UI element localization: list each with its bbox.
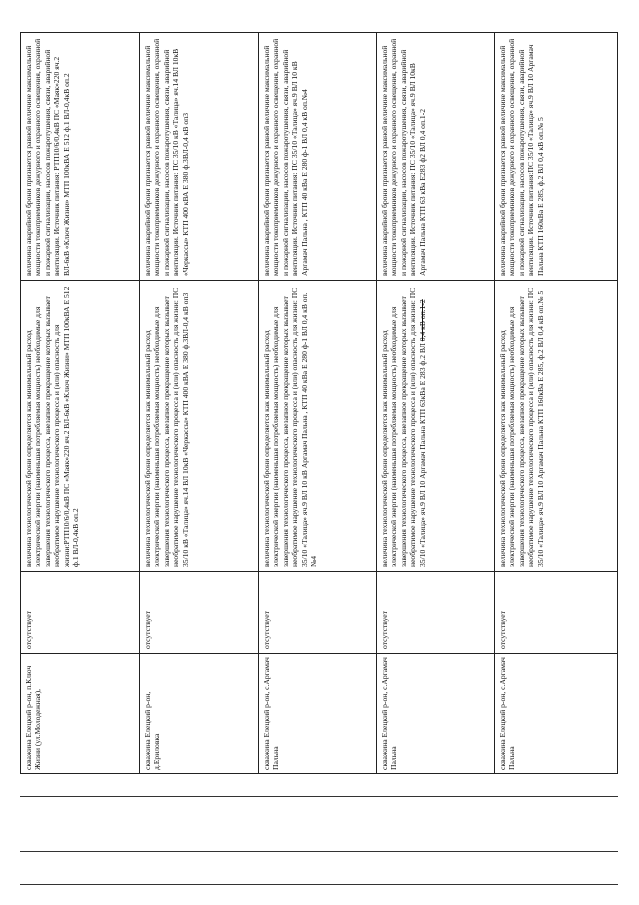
emergency-armor-text <box>24 284 80 567</box>
column-divider <box>20 280 618 281</box>
blank-rule-line <box>20 884 618 885</box>
column-divider <box>20 571 618 572</box>
object-text: скважина Елецкий р-он, с.Аргамач Пальна <box>262 657 281 770</box>
tech-armor-text: отсутствует <box>262 611 271 649</box>
emergency-armor-main: величина технологической брони определяется как минимальный расход электрической энергии (наименьшая потребляемая мощность) необходимые для завершения технологического процесса, внезапное прекращение которых вызывает необратимое нарушение технологического процесса и (или) опасность для жизни: ПС 35/10 «Талица» яч.9 ВЛ 10 Аргамач Пальна КТП 63кВа Е 283 ф.2 ВЛ <box>380 287 427 567</box>
column-divider <box>20 653 618 654</box>
row-1-emergency-armor-cell <box>141 282 256 569</box>
row-4-object-cell <box>496 655 616 772</box>
object-text: скважина Елецкий р-он, п.Ключ Жизни (ул.Молодежная), <box>24 665 43 770</box>
row-divider <box>139 32 140 774</box>
row-divider <box>258 32 259 774</box>
row-1-object-cell <box>141 655 256 772</box>
row-0-armor-total-cell <box>22 34 137 278</box>
row-0-object-cell <box>22 655 137 772</box>
row-4-armor-total-cell <box>496 34 616 278</box>
row-3-emergency-armor-cell <box>378 282 492 569</box>
tech-armor-text: отсутствует <box>380 611 389 649</box>
row-3-armor-total-cell <box>378 34 492 278</box>
row-0-tech-armor-cell <box>22 573 137 651</box>
object-text: скважина Елецкий р-он, с.Аргамач Пальна <box>498 657 517 770</box>
blank-rule-line <box>20 796 618 797</box>
row-2-armor-total-cell <box>260 34 374 278</box>
row-2-object-cell <box>260 655 374 772</box>
row-4-tech-armor-cell <box>496 573 616 651</box>
tech-armor-text: отсутствует <box>498 611 507 649</box>
armor-total-text: величина аварийной брони признается равной величине максимальной мощности токоприемников дежурного и охранного освещения, охранной и пожарной сигнализации, насосов пожаротушения, связи, аварийной вентиляции. Источник питания: ПС 35/10 «Талица» яч.9 ВЛ 10кВ Аргамач Пальна КТП 63 кВа Е283 ф2 ВЛ 0,4 оп.1-2 <box>380 38 427 276</box>
row-divider <box>376 32 377 774</box>
armor-total-text: величина аварийной брони признается равной величине максимальной мощности токоприемников дежурного и охранного освещения, охранной и пожарной сигнализации, насосов пожаротушения, связи, аварийной вентиляции. Источник питания: ПС 35/10 «Талица» яч.9 ВЛ 10 кВ Аргамач Пальна , КТП 40 кВа Е 280 ф-1 ВЛ 0,4 кВ оп.№4 <box>262 38 309 276</box>
row-4-emergency-armor-cell <box>496 282 616 569</box>
emergency-armor-strikethrough: 0,4 кВ оп.1-2 <box>417 299 427 342</box>
row-3-object-cell <box>378 655 492 772</box>
blank-rule-line <box>20 851 618 852</box>
row-2-emergency-armor-cell <box>260 282 374 569</box>
armor-total-text: величина аварийной брони признается равной величине максимальной мощности токоприемников дежурного и охранного освещения, охранной и пожарной сигнализации, насосов пожаротушения, связи, аварийной вентиляции. Источник питания:ПС 35/10 «Талица» яч.9 ВЛ 10 Аргамач Пальна КТП 160кВа Е 285, ф.2 ВЛ 0,4 кВ оп.№ 5 <box>498 38 545 276</box>
tech-armor-text: отсутствует <box>143 611 152 649</box>
row-1-tech-armor-cell <box>141 573 256 651</box>
armor-total-text: величина аварийной брони признается равной величине максимальной мощности токоприемников дежурного и охранного освещения, охранной и пожарной сигнализации, насосов пожаротушения, связи, аварийной вентиляции. Источник питания: РТП10/6/0,4кВ ПС «Маяк»220 яч.2 ВЛ-6кВ «Ключ Жизни» МТП 100кВА Е 512 ф.1 ВЛ-0,4кВ оп.2 <box>24 38 71 276</box>
row-1-armor-total-cell <box>141 34 256 278</box>
emergency-armor-text: величина технологической брони определяется как минимальный расход электрической энергии (наименьшая потребляемая мощность) необходимые для завершения технологического процесса, внезапное прекращение которых вызывает необратимое нарушение технологического процесса и (или) опасность для жизни: ПС 35/10 «Талица» яч.9 ВЛ 10 Аргамач Пальна КТП 160кВа Е 285, ф.2 ВЛ 0,4 кВ оп.№ 5 <box>498 287 545 567</box>
object-text: скважина Елецкий р-он, с.Аргамач Пальна <box>380 657 399 770</box>
row-2-tech-armor-cell <box>260 573 374 651</box>
emergency-armor-text: величина технологической брони определяется как минимальный расход электрической энергии (наименьшая потребляемая мощность) необходимые для завершения технологического процесса, внезапное прекращение которых вызывает необратимое нарушение технологического процесса и (или) опасность для жизни: ПС 35/10 «Талица» яч.9 ВЛ 10 кВ Аргамач Пальна , КТП 40 кВа Е 280 ф-1 ВЛ 0,4 кВ оп.№4 <box>262 287 319 567</box>
tech-armor-text: отсутствует <box>24 611 33 649</box>
row-3-tech-armor-cell <box>378 573 492 651</box>
armor-total-text: величина аварийной брони признается равной величине максимальной мощности токоприемников дежурного и охранного освещения, охранной и пожарной сигнализации, насосов пожаротушения, связи, аварийной вентиляции. Источник питания: ПС 35/10 кВ «Талица» яч.14 ВЛ 10кВ «Черкассы» КТП 400 кВА Е 380 ф.3ВЛ-0,4 кВ оп3 <box>143 38 190 276</box>
emergency-armor-main: величина технологической брони определяется как минимальный расход электрической энергии (наименьшая потребляемая мощность) необходимые для завершения технологического процесса, внезапное прекращение которых вызывает необратимое нарушение технологического процесса и (или) опасность для жизни:РТП10/6/0,4кВ ПС «Маяк»220 яч.2 ВЛ-6кВ «Ключ Жизни» МТП 100кВА Е 512 ф.1 ВЛ-0,4кВ оп.2 <box>24 286 81 567</box>
emergency-armor-text: величина технологической брони определяется как минимальный расход электрической энергии (наименьшая потребляемая мощность) необходимые для завершения технологического процесса, внезапное прекращение которых вызывает необратимое нарушение технологического процесса и (или) опасность для жизни: ПС 35/10 кВ «Талица» яч.14 ВЛ 10кВ «Черкассы» КТП 400 кВА Е 380 ф.3ВЛ-0,4 кВ оп3 <box>143 287 190 567</box>
row-0-emergency-armor-cell <box>22 282 137 569</box>
row-divider <box>494 32 495 774</box>
emergency-armor-text <box>380 284 427 567</box>
object-text: скважина Елецкий р-он, д.Ериловка <box>143 691 162 770</box>
